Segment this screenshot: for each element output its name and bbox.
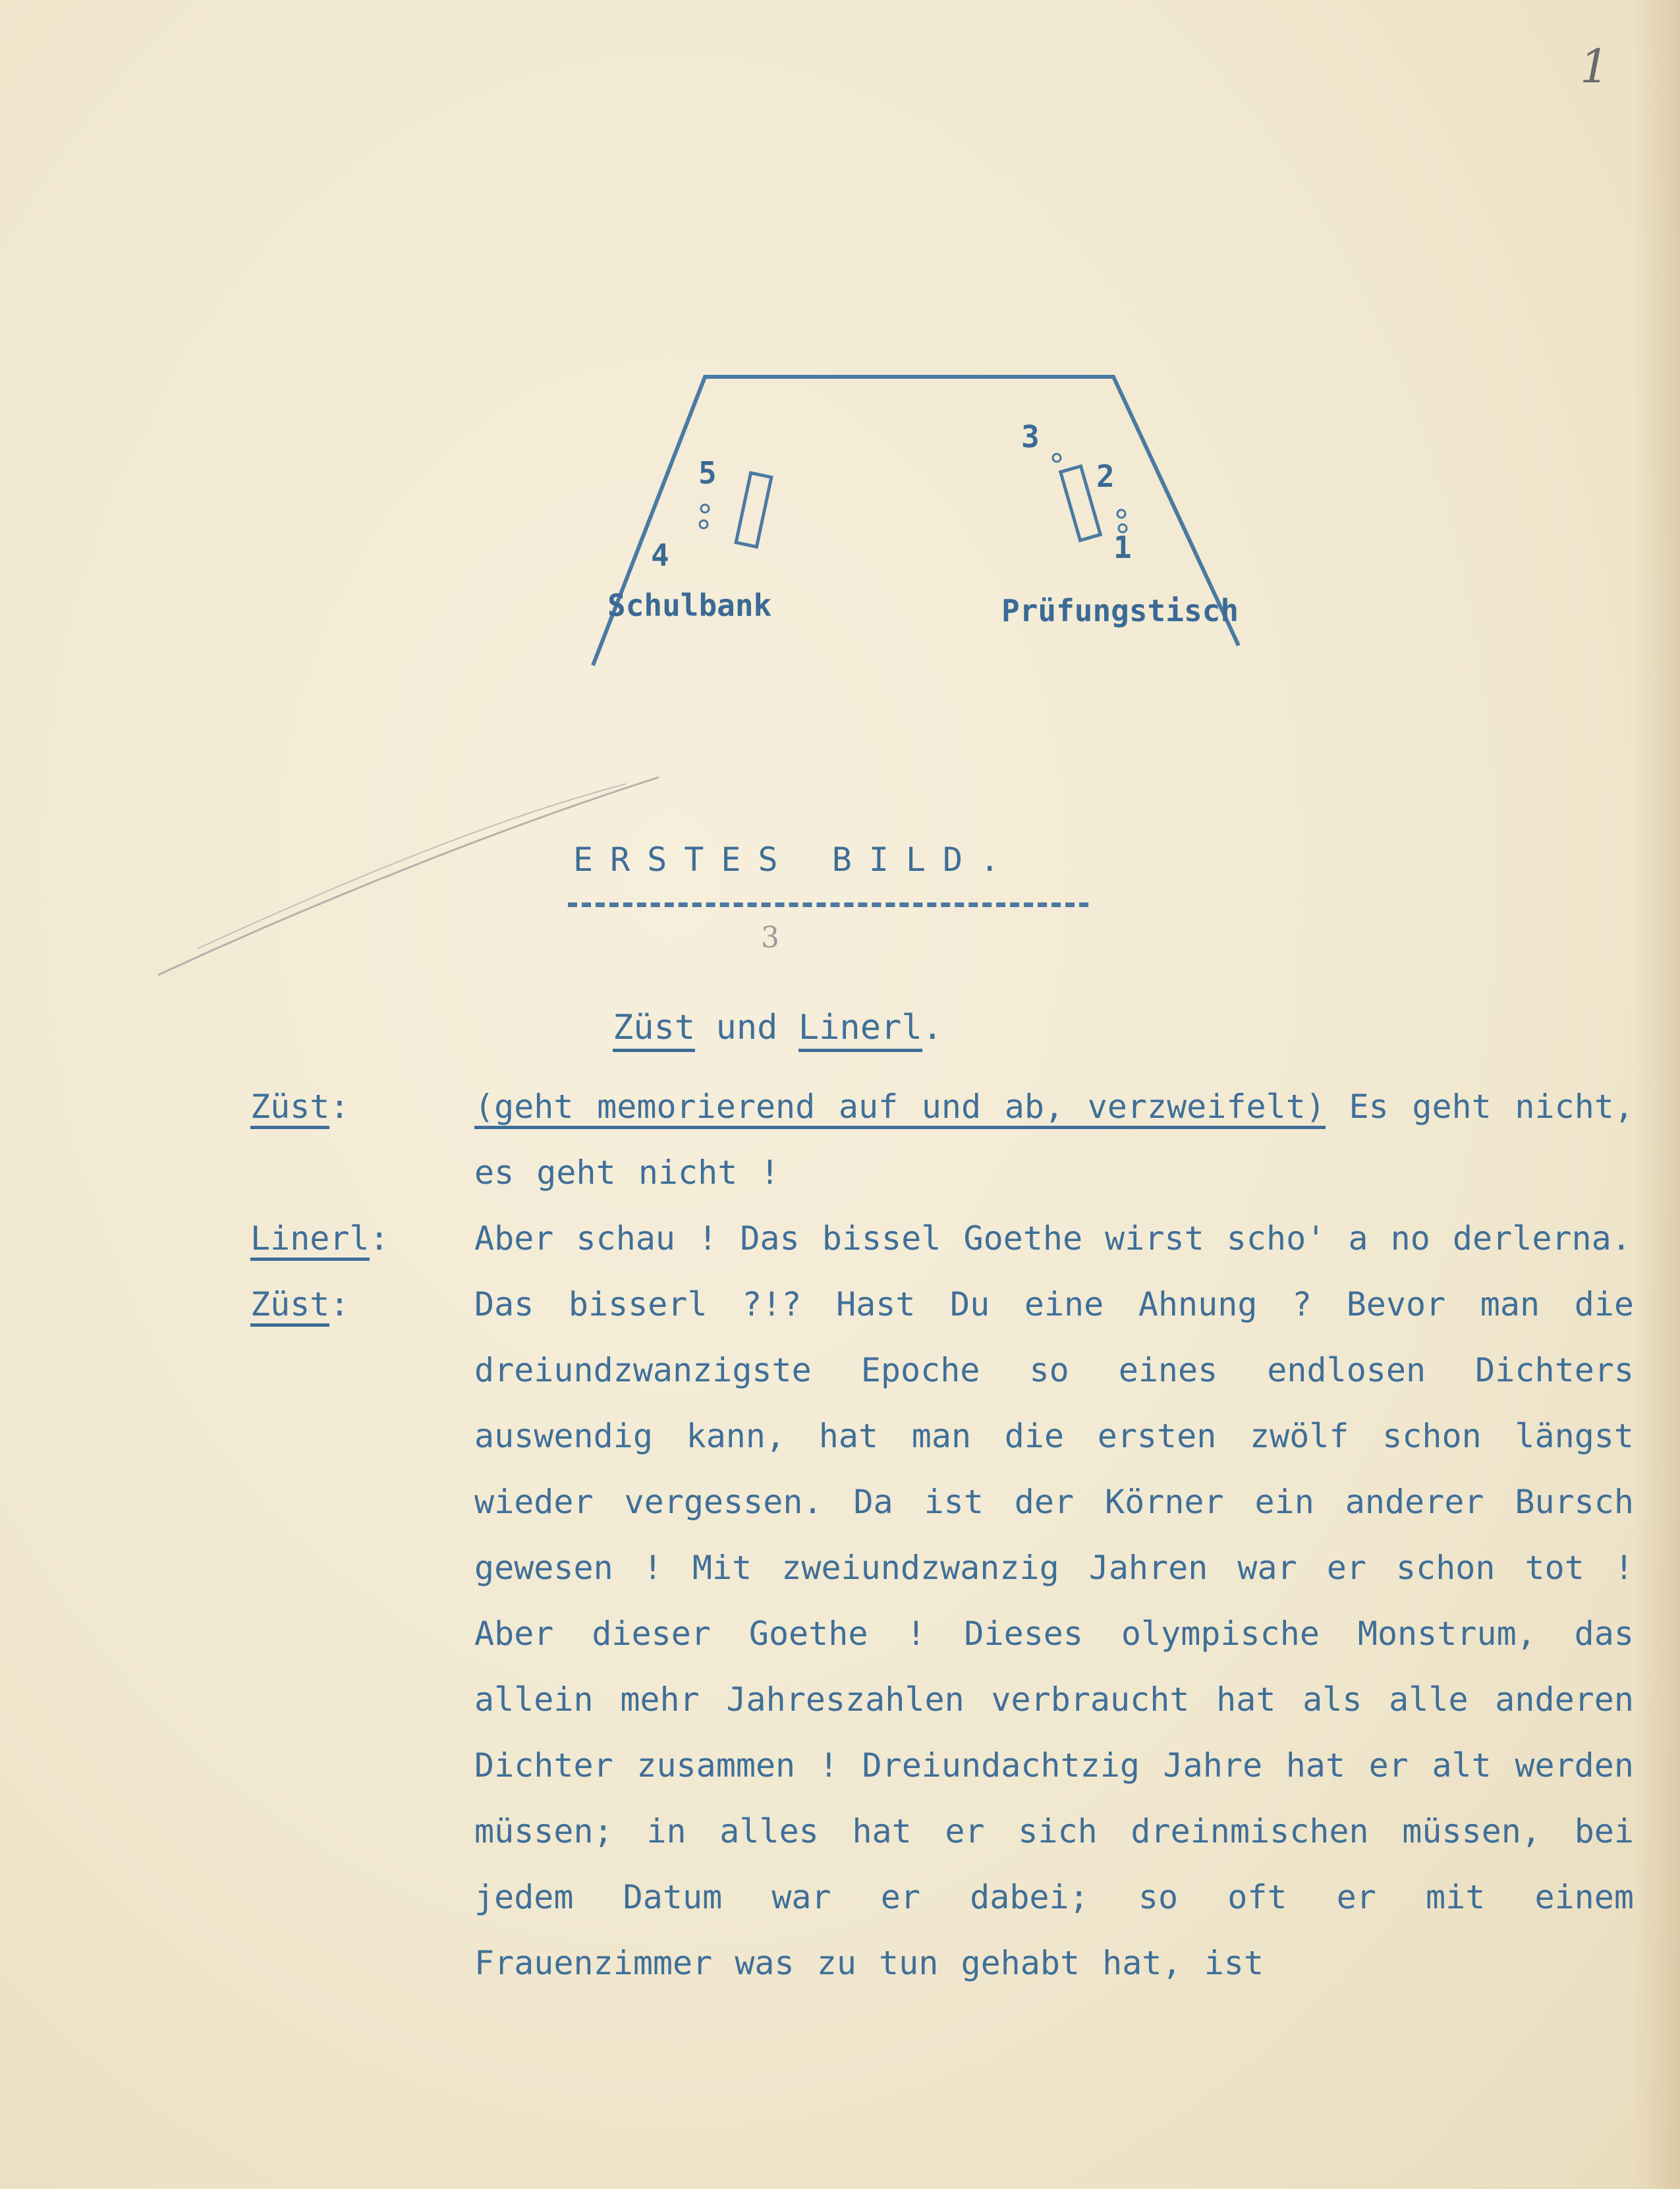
speech-line: Es geht nicht, es geht nicht ! — [474, 1088, 1635, 1192]
speaker-colon: : — [329, 1285, 350, 1323]
speech-line: Aber schau ! Das bissel Goethe wirst scho' a no derlerna. — [474, 1219, 1631, 1258]
position-3-label: 3 — [1021, 419, 1040, 455]
position-5-label: 5 — [698, 455, 717, 491]
heading-dashed-rule — [568, 902, 1088, 907]
position-4-label: 4 — [651, 538, 669, 573]
stage-diagram — [580, 356, 1318, 672]
cast-name-zuest: Züst — [613, 1008, 695, 1052]
scene-heading: ERSTES BILD. — [573, 841, 1017, 879]
cast-name-linerl: Linerl — [798, 1008, 922, 1052]
speaker-name: Linerl — [250, 1219, 370, 1261]
speech-block — [0, 1074, 1680, 1205]
speaker-name: Züst — [250, 1285, 329, 1327]
speaker-colon: : — [329, 1088, 350, 1126]
position-1-label: 1 — [1113, 530, 1132, 565]
speech-text — [474, 1205, 1634, 1271]
schulbank-label: Schulbank — [607, 588, 772, 623]
speech-block — [0, 1205, 1680, 1271]
cast-connector: und — [715, 1008, 778, 1047]
pencil-annotation: 3 — [761, 921, 779, 955]
speech-block — [0, 1271, 1680, 1996]
page-number: 1 — [1580, 40, 1610, 94]
pruefungstisch-label: Prüfungstisch — [1001, 593, 1239, 628]
cast-end: . — [922, 1008, 943, 1047]
speaker-label — [250, 1074, 350, 1140]
speaker-label — [250, 1205, 389, 1271]
speech-text — [474, 1074, 1634, 1205]
speech-text — [474, 1271, 1634, 1996]
position-2-label: 2 — [1096, 458, 1115, 494]
scene-cast — [613, 1008, 943, 1047]
speaker-colon: : — [369, 1219, 389, 1258]
speaker-name: Züst — [250, 1088, 329, 1129]
dialogue — [0, 1074, 1680, 1996]
stage-direction: (geht memorierend auf und ab, verzweifelt) — [474, 1088, 1326, 1129]
speech-line: Das bisserl ?!? Hast Du eine Ahnung ? Bevor man die dreiundzwanzigste Epoche so eines endlosen Dichters auswendig kann, hat man die ersten zwölf schon längst wieder vergessen. Da ist der Körner ein anderer Bursch gewesen ! Mit zweiundzwanzig Jahren war er schon tot ! Aber dieser Goethe ! Dieses olympische Monstrum, das allein mehr Jahreszahlen verbraucht hat als alle anderen Dichter zusammen ! Dreiundachtzig Jahre hat er alt werden müssen; in alles hat er sich dreinmischen müssen, bei jedem Datum war er dabei; so oft er mit einem Frauenzimmer was zu tun gehabt hat, ist — [474, 1285, 1634, 1982]
speaker-label — [250, 1271, 350, 1337]
